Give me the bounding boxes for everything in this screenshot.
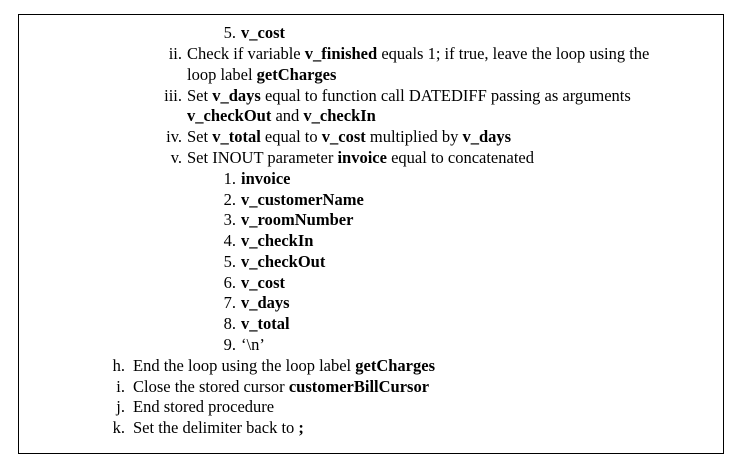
step-marker: iii. [164,86,182,105]
list-item-text: Set the delimiter back to ; [133,418,304,437]
step-marker: v. [170,148,182,167]
list-item-text: v_checkIn [241,231,314,250]
list-marker: 4. [223,231,236,250]
list-item-text: v_cost [241,273,285,292]
list-item-text: Close the stored cursor customerBillCursor [133,377,430,396]
list-marker: 7. [223,293,236,312]
step-text: Set INOUT parameter invoice equal to concatenated [187,148,534,167]
list-item-text: End stored procedure [133,397,275,416]
list-marker: 6. [223,273,236,292]
step-marker: iv. [166,127,182,146]
list-marker: i. [116,377,125,396]
list-item-text: v_checkOut [241,252,326,271]
list-marker: 5. [223,252,236,271]
list-marker: k. [112,418,125,437]
list-item-text: ‘\n’ [241,335,265,354]
step-marker: ii. [168,44,182,63]
list-marker: h. [112,356,125,375]
list-marker: 2. [223,190,236,209]
list-item-text: v_days [241,293,290,312]
list-item-text: invoice [241,169,291,188]
list-marker: 5. [223,23,236,42]
list-item-text: End the loop using the loop label getCharges [133,356,435,375]
list-item-text: v_cost [241,23,285,42]
list-item-text: v_roomNumber [241,210,354,229]
step-text-continued: v_checkOut and v_checkIn [187,106,376,125]
list-marker: 3. [223,210,236,229]
list-marker: 1. [223,169,236,188]
list-marker: j. [116,397,125,416]
list-marker: 9. [223,335,236,354]
list-marker: 8. [223,314,236,333]
list-item-text: v_total [241,314,290,333]
list-item-text: v_customerName [241,190,364,209]
step-text-continued: loop label getCharges [187,65,337,84]
step-text: Check if variable v_finished equals 1; if true, leave the loop using the [187,44,650,63]
step-text: Set v_days equal to function call DATEDIFF passing as arguments [187,86,631,105]
step-text: Set v_total equal to v_cost multiplied by v_days [187,127,512,146]
